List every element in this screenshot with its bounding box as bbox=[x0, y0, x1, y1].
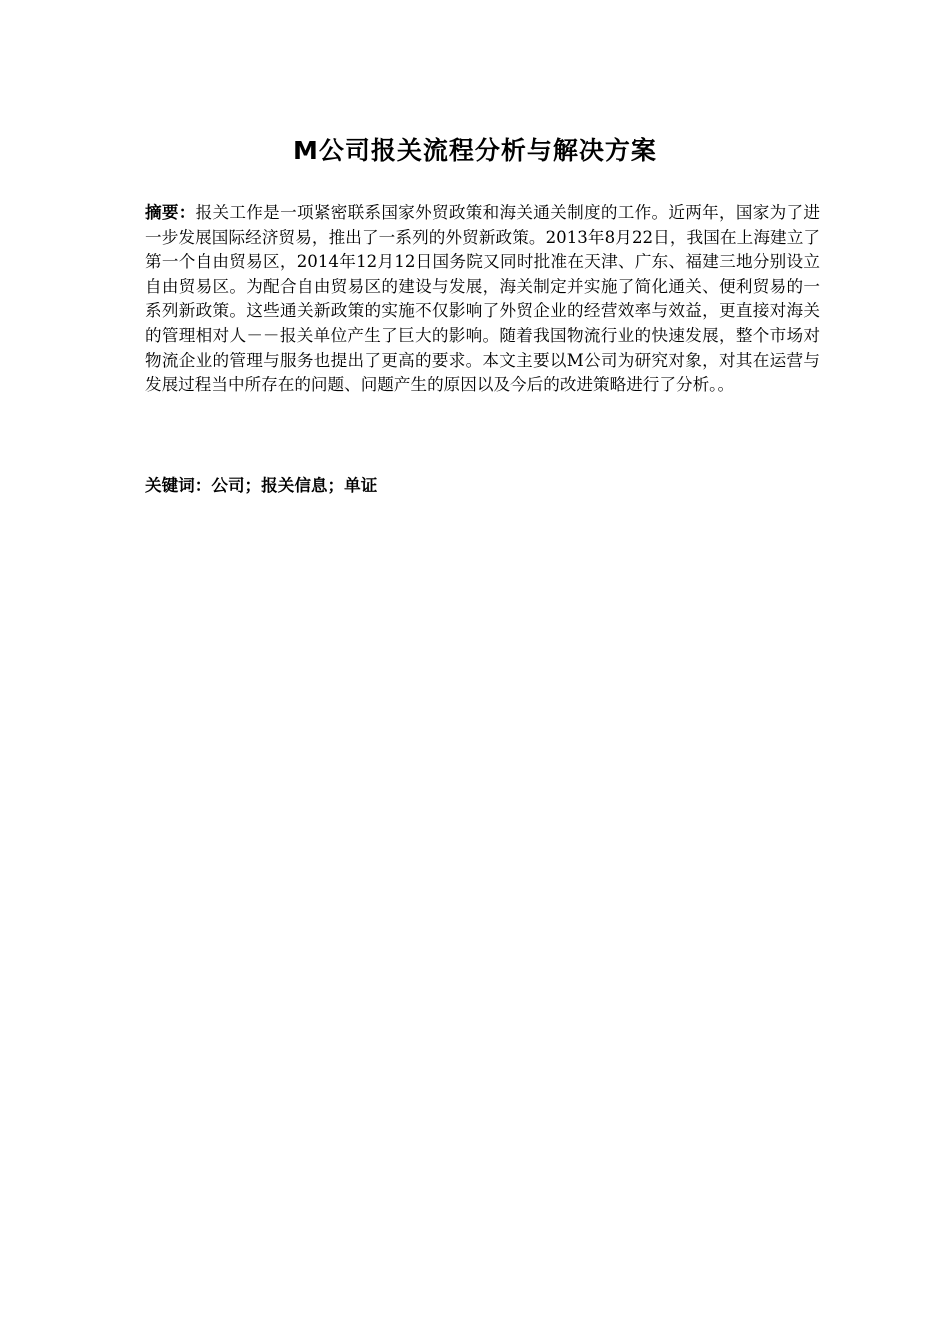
paper-title: M公司报关流程分析与解决方案 bbox=[293, 136, 657, 165]
abstract-text: 报关工作是一项紧密联系国家外贸政策和海关通关制度的工作。近两年，国家为了进一步发展国际经济贸易，推出了一系列的外贸新政策。2013年8月22日，我国在上海建立了第一个自由贸易区，2014年12月12日国务院又同时批准在天津、广东、福建三地分别设立自由贸易区。为配合自由贸易区的建设与发展，海关制定并实施了简化通关、便利贸易的一系列新政策。这些通关新政策的实施不仅影响了外贸企业的经营效率与效益，更直接对海关的管理相对人－－报关单位产生了巨大的影响。随着我国物流行业的快速发展，整个市场对物流企业的管理与服务也提出了更高的要求。本文主要以M公司为研究对象，对其在运营与发展过程当中所存在的问题、问题产生的原因以及今后的改进策略进行了分析。。 bbox=[145, 203, 821, 395]
keywords-label: 关键词： bbox=[145, 476, 212, 495]
abstract-label: 摘要： bbox=[145, 203, 196, 222]
abstract-paragraph bbox=[145, 201, 820, 398]
keywords-text: 公司；报关信息；单证 bbox=[211, 476, 378, 495]
keywords-line bbox=[145, 474, 820, 498]
